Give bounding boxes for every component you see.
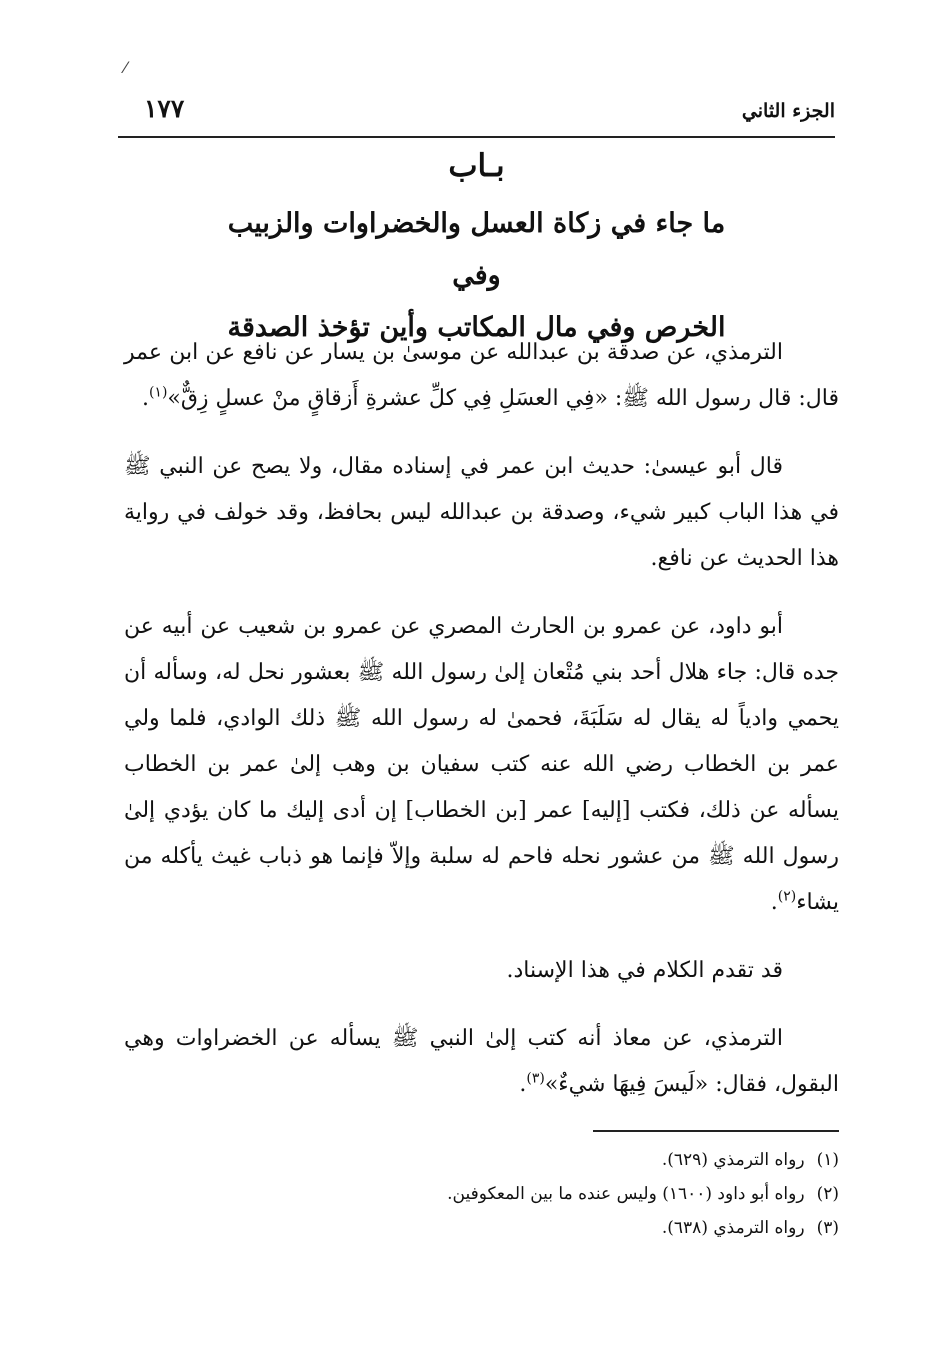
stray-mark: ⁄ <box>124 58 127 77</box>
chapter-title-line-2: الخرص وفي مال المكاتب وأين تؤخذ الصدقة <box>227 312 726 343</box>
footnotes <box>124 1143 839 1245</box>
paragraph-text: الترمذي، عن صدقة بن عبدالله عن موسىٰ بن يسار عن نافع عن ابن عمر قال: قال رسول الله ﷺ: «فِي العسَلِ فِي كلِّ عشرةِ أَزقاقٍ منْ عسلٍ زِقٌّ» <box>124 340 839 411</box>
footnote-ref[interactable]: (١) <box>148 384 168 401</box>
paragraph-text: الترمذي، عن معاذ أنه كتب إلىٰ النبي ﷺ يسأله عن الخضراوات وهي البقول، فقال: «لَيسَ فِيهَا شيءٌ» <box>124 1026 839 1097</box>
paragraph <box>124 444 839 582</box>
paragraph-text: أبو داود، عن عمرو بن الحارث المصري عن عمرو بن شعيب عن أبيه عن جده قال: جاء هلال أحد بني مُتْعان إلىٰ رسول الله ﷺ بعشور نحل له، وسأله أن يحمي وادياً له يقال له سَلَبَةَ، فحمىٰ له رسول الله ﷺ ذلك الوادي، فلما ولي عمر بن الخطاب رضي الله عنه كتب سفيان بن وهب إلىٰ عمر بن الخطاب يسأله عن ذلك، فكتب [إليه] عمر [بن الخطاب] إن أدى إليك ما كان يؤدي إلىٰ رسول الله ﷺ من عشور نحله فاحم له سلبة وإلاّ فإنما هو ذباب غيث يأكله من يشاء <box>124 614 839 915</box>
chapter-title-line-1: ما جاء في زكاة العسل والخضراوات والزبيب وفي <box>227 208 726 291</box>
footnote-item <box>124 1177 839 1211</box>
header-rule <box>118 136 835 138</box>
paragraph <box>124 330 839 422</box>
footnote-text: رواه أبو داود (١٦٠٠) وليس عنده ما بين المعكوفين. <box>447 1184 805 1204</box>
running-title: الجزء الثاني <box>741 100 835 122</box>
footnote-number: (٢) <box>816 1184 839 1204</box>
footnote-item <box>124 1143 839 1177</box>
paragraph-text: قد تقدم الكلام في هذا الإسناد. <box>506 958 783 983</box>
paragraph <box>124 1016 839 1108</box>
page-header <box>118 94 835 134</box>
section-heading: بـاب <box>448 148 505 184</box>
footnote-number: (١) <box>816 1150 839 1170</box>
footnote-number: (٣) <box>816 1218 839 1238</box>
footnote-ref[interactable]: (٣) <box>526 1070 545 1087</box>
paragraph <box>124 948 839 994</box>
footnote-text: رواه الترمذي (٦٣٨). <box>661 1218 805 1238</box>
paragraph-text: قال أبو عيسىٰ: حديث ابن عمر في إسناده مقال، ولا يصح عن النبي ﷺ في هذا الباب كبير شيء، وصدقة بن عبدالله ليس بحافظ، وقد خولف في رواية هذا الحديث عن نافع. <box>124 454 839 571</box>
paragraph <box>124 604 839 926</box>
footnote-ref[interactable]: (٢) <box>777 888 797 905</box>
footnote-text: رواه الترمذي (٦٢٩). <box>661 1150 805 1170</box>
paragraph-end: . <box>519 1072 527 1097</box>
paragraph-end: . <box>770 890 778 915</box>
footnote-item <box>124 1211 839 1245</box>
page-number: ١٧٧ <box>144 94 185 123</box>
paragraph-end: . <box>141 386 149 411</box>
footnote-rule <box>593 1130 839 1132</box>
body-text <box>124 330 839 1130</box>
